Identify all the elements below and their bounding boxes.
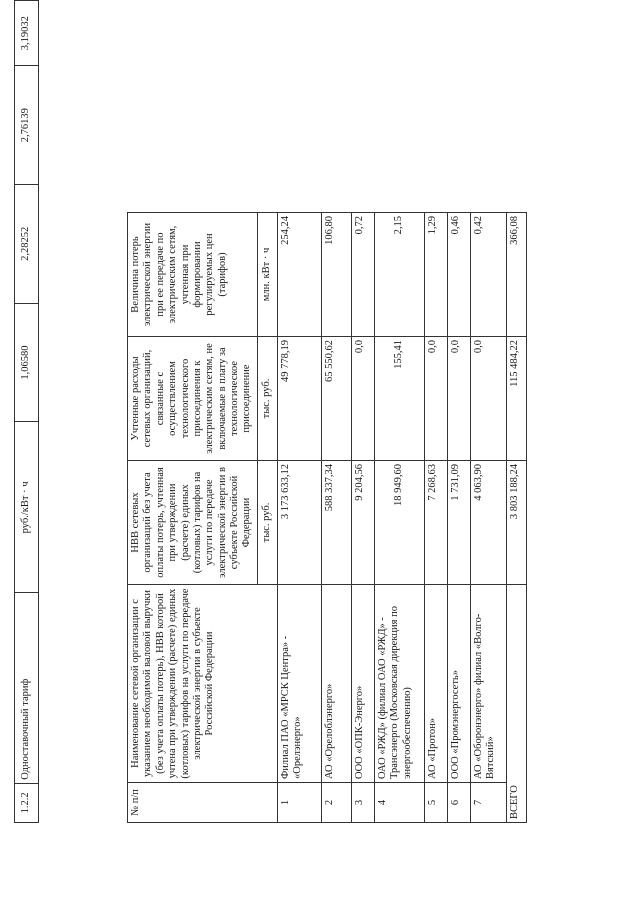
tariff-row (15, 1, 39, 823)
tariff-name: Одноставочный тариф (15, 593, 39, 783)
row-org-name: АО «Оборонэнерго» филиал «Волго-Вятский» (471, 585, 507, 783)
header-losses: Величина потерь электрической энергии при ее передаче по электрическим сетям, учтенная при формировании регулируемых цен (тарифов) (128, 213, 258, 337)
row-costs: 0,0 (471, 337, 507, 461)
total-label: ВСЕГО (507, 585, 527, 823)
row-nvv: 4 063,90 (471, 461, 507, 585)
table-row (425, 213, 448, 823)
row-no: 1 (278, 783, 322, 823)
network-organizations-table (127, 212, 527, 823)
unit-costs: тыс. руб. (258, 337, 278, 461)
row-nvv: 9 204,56 (352, 461, 375, 585)
row-losses: 106,80 (322, 213, 352, 337)
table-row (278, 213, 322, 823)
header-costs: Учтенные расходы сетевых организаций, связанные с осуществлением технологического присоединения к электрическим сетям, не включаемые в плату за технологическое присоединение (128, 337, 258, 461)
tariff-value-2: 2,28252 (15, 185, 39, 304)
row-losses: 0,42 (471, 213, 507, 337)
tariff-value-4: 3,19032 (15, 1, 39, 66)
total-costs: 115 484,22 (507, 337, 527, 461)
row-losses: 2,15 (375, 213, 425, 337)
row-nvv: 1 731,09 (448, 461, 471, 585)
tariff-row-table (14, 0, 39, 823)
table-row (448, 213, 471, 823)
row-org-name: АО «Орелоблэнерго» (322, 585, 352, 783)
row-no: 6 (448, 783, 471, 823)
header-nvv: НВВ сетевых организаций без учета оплаты потерь, учтенная при утверждении (расчете) единых (котловых) тарифов на услуги по передаче электрической энергии в субъекте Российской Федерации (128, 461, 258, 585)
total-nvv: 3 803 188,24 (507, 461, 527, 585)
total-losses: 366,08 (507, 213, 527, 337)
row-costs: 65 550,62 (322, 337, 352, 461)
row-costs: 0,0 (448, 337, 471, 461)
row-no: 5 (425, 783, 448, 823)
table-row (322, 213, 352, 823)
table-row (471, 213, 507, 823)
row-costs: 155,41 (375, 337, 425, 461)
tariff-item-no: 1.2.2 (15, 783, 39, 822)
row-no: 7 (471, 783, 507, 823)
row-org-name: Филиал ПАО «МРСК Центра» - «Орелэнерго» (278, 585, 322, 783)
row-costs: 0,0 (425, 337, 448, 461)
total-row (507, 213, 527, 823)
tariff-unit: руб./кВт · ч (15, 422, 39, 593)
table-row (375, 213, 425, 823)
table-row (352, 213, 375, 823)
row-losses: 254,24 (278, 213, 322, 337)
row-org-name: ООО «ОПК-Энерго» (352, 585, 375, 783)
row-nvv: 18 949,60 (375, 461, 425, 585)
row-costs: 0,0 (352, 337, 375, 461)
row-no: 4 (375, 783, 425, 823)
row-org-name: АО «Протон» (425, 585, 448, 783)
tariff-value-1: 1,06580 (15, 303, 39, 422)
header-row (128, 213, 258, 823)
row-no: 2 (322, 783, 352, 823)
row-losses: 0,72 (352, 213, 375, 337)
row-losses: 1,29 (425, 213, 448, 337)
tariff-value-3: 2,76139 (15, 66, 39, 185)
header-no: № п/п (128, 783, 278, 823)
row-nvv: 3 173 633,12 (278, 461, 322, 585)
row-org-name: ОАО «РЖД» (филиал ОАО «РЖД» - Трансэнерго (Московская дирекция по энергообеспечению) (375, 585, 425, 783)
row-org-name: ООО «Промэнергосеть» (448, 585, 471, 783)
unit-losses: млн. кВт · ч (258, 213, 278, 337)
row-costs: 49 778,19 (278, 337, 322, 461)
header-org: Наименование сетевой организации с указанием необходимой валовой выручки (без учета оплаты потерь), НВВ которой учтена при утверждении (расчете) единых (котловых) тарифов на услуги по передаче электрической энергии в субъекте Российской Федерации (128, 585, 278, 783)
row-losses: 0,46 (448, 213, 471, 337)
row-nvv: 588 337,34 (322, 461, 352, 585)
row-no: 3 (352, 783, 375, 823)
unit-nvv: тыс. руб. (258, 461, 278, 585)
row-nvv: 7 268,63 (425, 461, 448, 585)
